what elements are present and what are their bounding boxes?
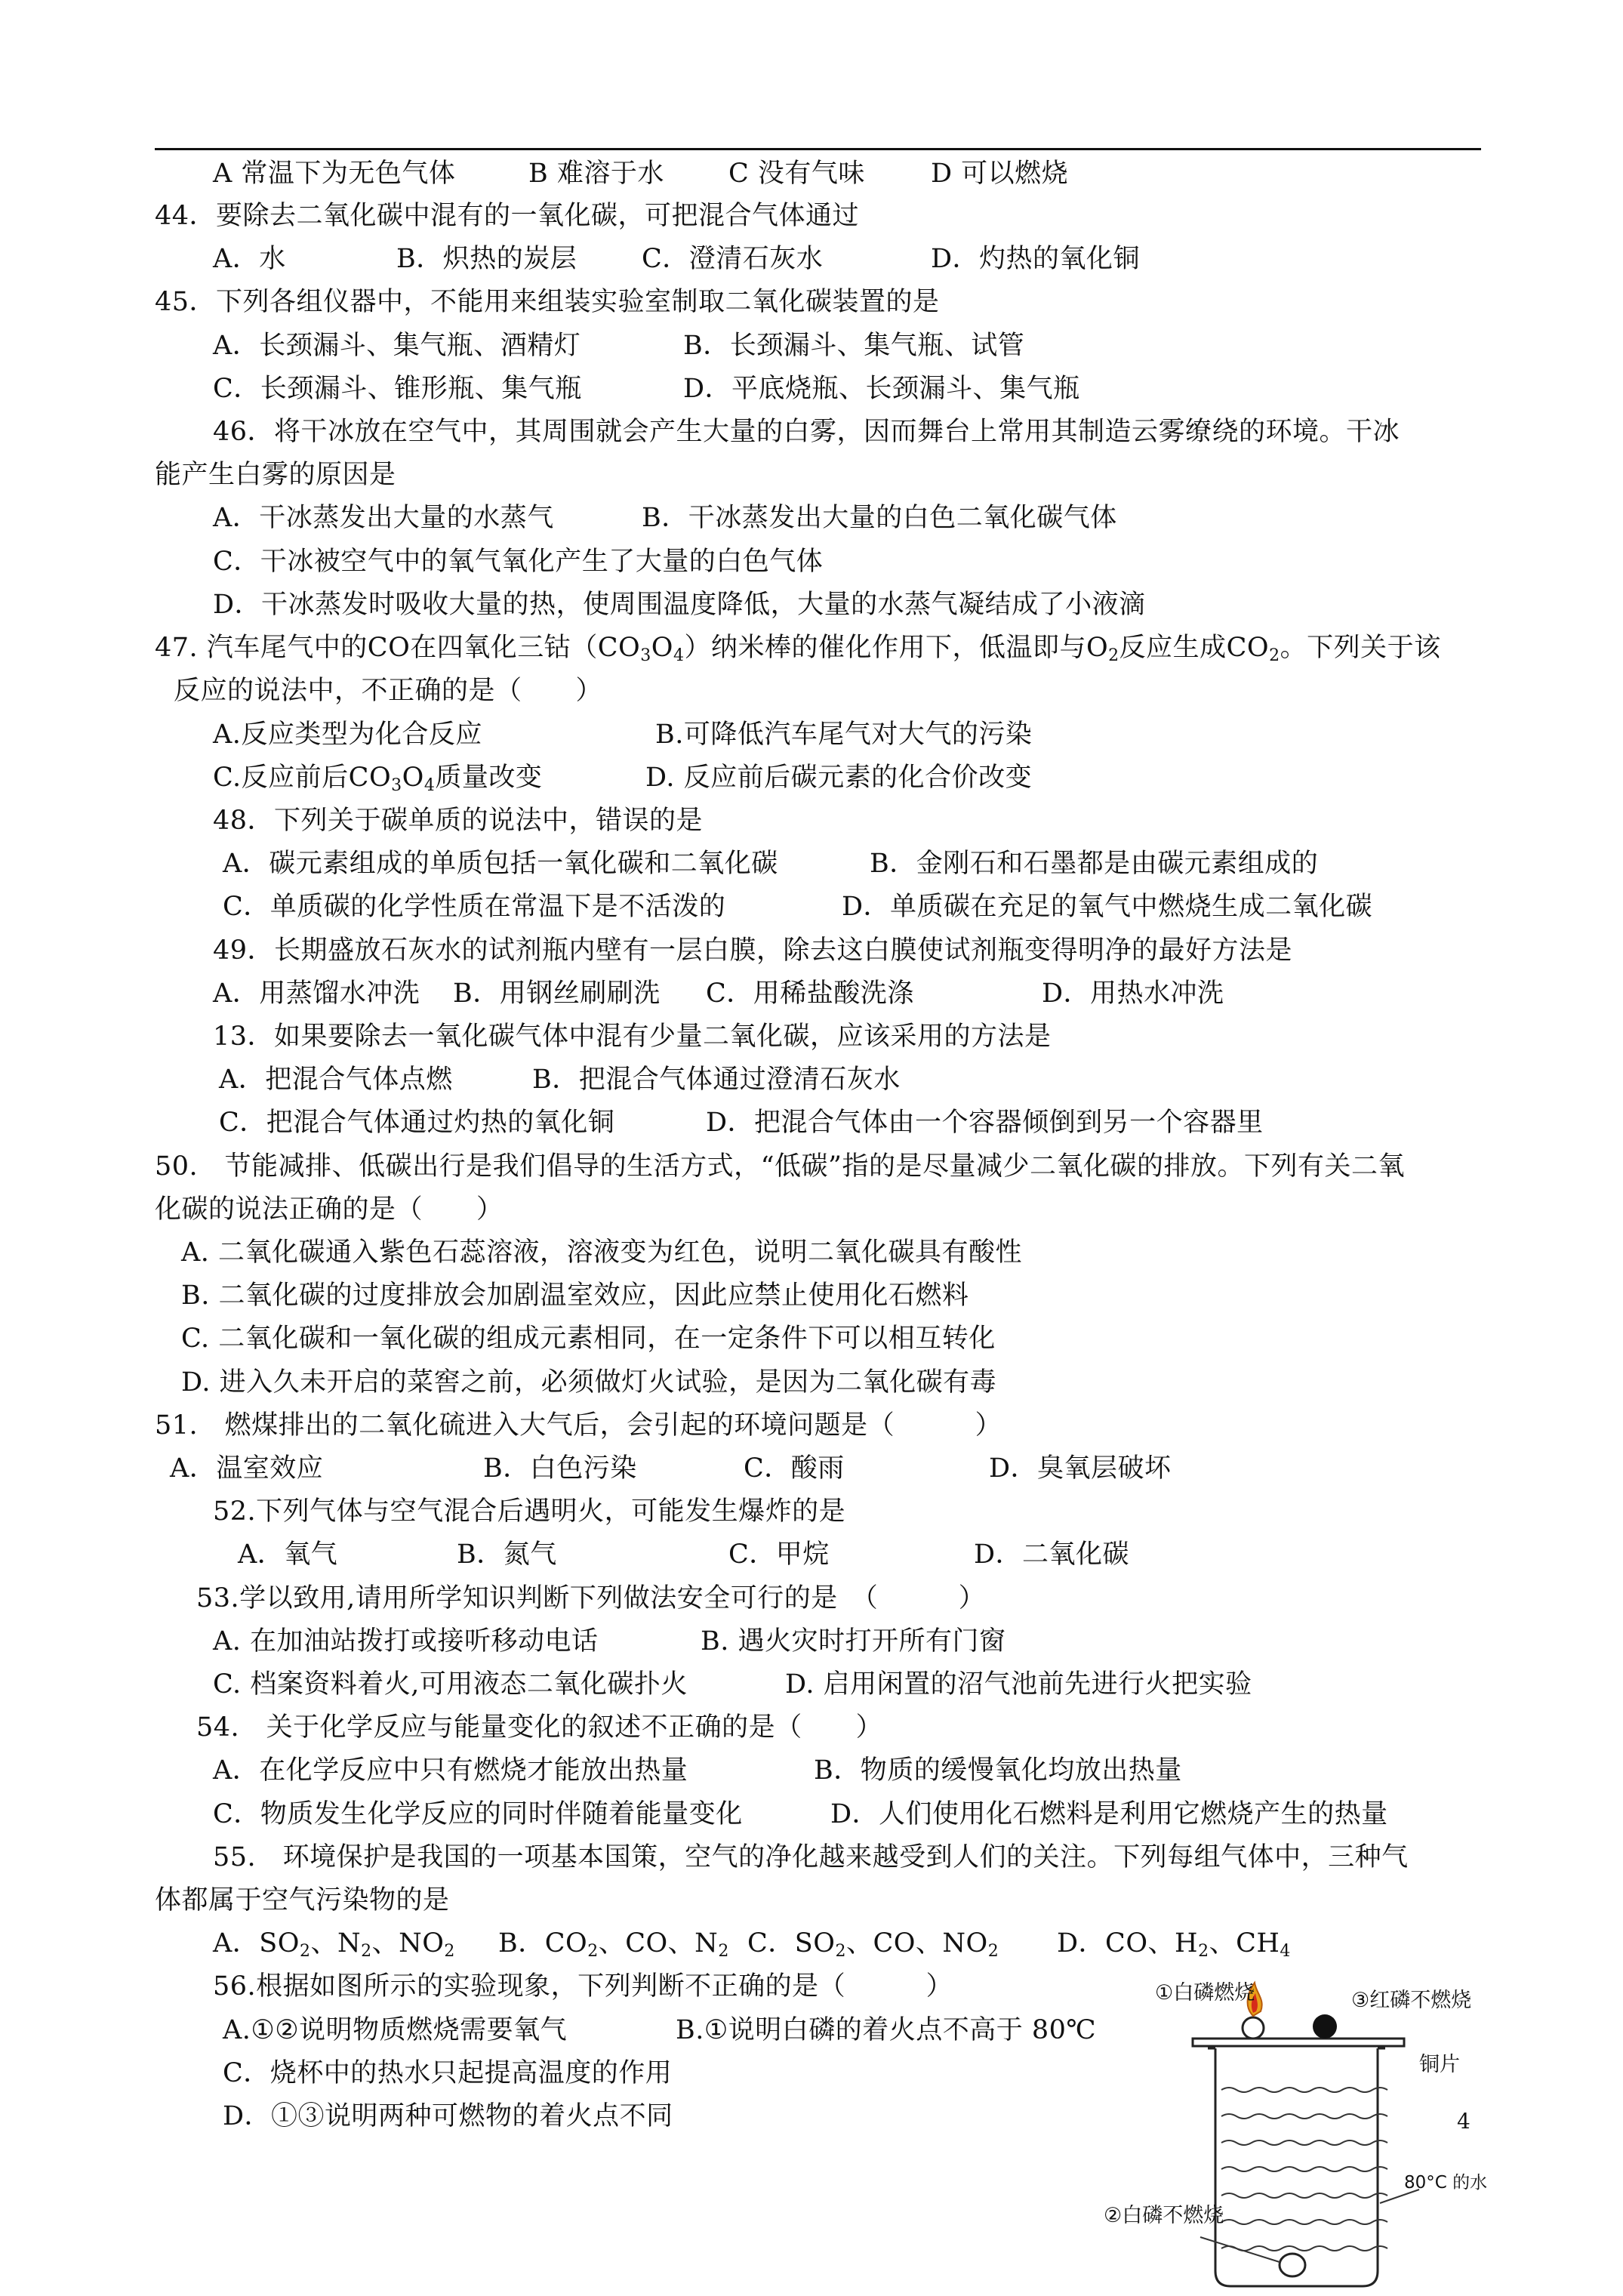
q46-stem-line2: 能产生白雾的原因是 xyxy=(155,460,396,490)
q56-option-a: A.①②说明物质燃烧需要氧气 xyxy=(223,2015,568,2045)
q54-option-c: C．物质发生化学反应的同时伴随着能量变化 xyxy=(213,1799,743,1829)
q49-option-a: A．用蒸馏水冲洗 xyxy=(213,978,420,1009)
q45-option-c: C．长颈漏斗、锥形瓶、集气瓶 xyxy=(213,374,582,404)
q45-option-d: D．平底烧瓶、长颈漏斗、集气瓶 xyxy=(683,374,1080,404)
q50-option-c: C. 二氧化碳和一氧化碳的组成元素相同，在一定条件下可以相互转化 xyxy=(181,1324,996,1354)
q51-option-b: B．白色污染 xyxy=(483,1453,637,1484)
q47-option-b: B.可降低汽车尾气对大气的污染 xyxy=(655,720,1033,750)
q55-option-c: C．$SO_2$、CO、$NO_2$ xyxy=(747,1928,999,1961)
q44-option-b: B．炽热的炭层 xyxy=(396,244,577,274)
q45-option-b: B．长颈漏斗、集气瓶、试管 xyxy=(683,331,1025,361)
q55-stem-line1: 55. 环境保护是我国的一项基本国策，空气的净化越来越受到人们的关注。下列每组气体中，三种气 xyxy=(213,1842,1409,1872)
q47-stem-line1: 47. 汽车尾气中的CO在四氧化三钴$(CO_3O_4)$纳米棒的催化作用下，低温即与$O_2$反应生成$CO_2$。下列关于该 xyxy=(155,633,1441,665)
q55-option-b: B．$CO_2$、CO、$N_2$ xyxy=(498,1928,729,1961)
q43-option-c: C 没有气味 xyxy=(728,159,865,189)
q48-stem: 48．下列关于碳单质的说法中，错误的是 xyxy=(213,806,704,836)
q50-option-b: B. 二氧化碳的过度排放会加剧温室效应，因此应禁止使用化石燃料 xyxy=(181,1281,969,1311)
q55-option-d: D．CO、$H_2$、$CH_4$ xyxy=(1057,1928,1291,1961)
submerged-phosphorus-icon xyxy=(1280,2254,1305,2276)
q48-option-a: A．碳元素组成的单质包括一氧化碳和二氧化碳 xyxy=(223,849,778,879)
q54-option-b: B．物质的缓慢氧化均放出热量 xyxy=(814,1755,1182,1786)
q44-stem: 44．要除去二氧化碳中混有的一氧化碳，可把混合气体通过 xyxy=(155,201,860,231)
q52-stem: 52.下列气体与空气混合后遇明火，可能发生爆炸的是 xyxy=(213,1496,846,1527)
q13-stem: 13．如果要除去一氧化碳气体中混有少量二氧化碳，应该采用的方法是 xyxy=(213,1022,1052,1052)
q47-option-a: A.反应类型为化合反应 xyxy=(213,720,482,750)
q50-stem-line1: 50. 节能减排、低碳出行是我们倡导的生活方式，“低碳”指的是尽量减少二氧化碳的排放。下列有关二氧 xyxy=(155,1151,1405,1182)
q56-option-d: D．①③说明两种可燃物的着火点不同 xyxy=(223,2101,673,2131)
q47-stem-line2: 反应的说法中，不正确的是（ ） xyxy=(174,676,603,706)
copper-plate-icon xyxy=(1193,2039,1404,2046)
red-phosphorus-icon xyxy=(1313,2014,1337,2039)
figure-label-5: 80°C 的水 xyxy=(1404,2173,1488,2193)
figure-label-3: 铜片 xyxy=(1419,2053,1460,2076)
q51-stem: 51. 燃煤排出的二氧化硫进入大气后，会引起的环境问题是（ ） xyxy=(155,1410,1002,1441)
q54-stem: 54. 关于化学反应与能量变化的叙述不正确的是（ ） xyxy=(196,1712,883,1743)
q43-option-a: A 常温下为无色气体 xyxy=(213,159,456,189)
figure-label-2: ③红磷不燃烧 xyxy=(1351,1989,1472,2012)
page-number: 4 xyxy=(1457,2109,1471,2134)
q48-option-d: D．单质碳在充足的氧气中燃烧生成二氧化碳 xyxy=(842,892,1373,922)
q51-option-c: C．酸雨 xyxy=(744,1453,845,1484)
q53-option-d: D. 启用闲置的沼气池前先进行火把实验 xyxy=(785,1669,1252,1700)
q53-option-b: B. 遇火灾时打开所有门窗 xyxy=(701,1626,1006,1657)
q48-option-c: C．单质碳的化学性质在常温下是不活泼的 xyxy=(223,892,726,922)
q50-option-d: D. 进入久未开启的菜窖之前，必须做灯火试验，是因为二氧化碳有毒 xyxy=(181,1367,997,1398)
q50-option-a: A. 二氧化碳通入紫色石蕊溶液，溶液变为红色，说明二氧化碳具有酸性 xyxy=(181,1237,1023,1268)
q49-option-c: C．用稀盐酸洗涤 xyxy=(706,978,914,1009)
q13-option-d: D．把混合气体由一个容器倾倒到另一个容器里 xyxy=(706,1108,1264,1138)
q44-option-c: C．澄清石灰水 xyxy=(642,244,824,274)
q44-option-a: A．水 xyxy=(213,244,286,274)
q53-option-c: C. 档案资料着火,可用液态二氧化碳扑火 xyxy=(213,1669,688,1700)
q46-option-c: C．干冰被空气中的氧气氧化产生了大量的白色气体 xyxy=(213,547,824,577)
header-rule xyxy=(155,148,1481,150)
q47-option-c: C.反应前后$CO_3O_4$质量改变 xyxy=(213,763,543,795)
q44-option-d: D．灼热的氧化铜 xyxy=(931,244,1141,274)
q51-option-a: A．温室效应 xyxy=(170,1453,324,1484)
experiment-figure xyxy=(1102,1977,1495,2294)
figure-label-4: ②白磷不燃烧 xyxy=(1104,2204,1224,2227)
q53-option-a: A. 在加油站拨打或接听移动电话 xyxy=(213,1626,599,1657)
q43-option-b: B 难溶于水 xyxy=(528,159,664,189)
q45-option-a: A．长颈漏斗、集气瓶、酒精灯 xyxy=(213,331,581,361)
q46-option-a: A．干冰蒸发出大量的水蒸气 xyxy=(213,503,554,533)
q46-stem-line1: 46．将干冰放在空气中，其周围就会产生大量的白雾，因而舞台上常用其制造云雾缭绕的环境。干冰 xyxy=(213,417,1400,447)
q49-option-b: B．用钢丝刷刷洗 xyxy=(453,978,661,1009)
q55-option-a: A．$SO_2$、$N_2$、$NO_2$ xyxy=(213,1928,455,1961)
q50-stem-line2: 化碳的说法正确的是（ ） xyxy=(155,1194,504,1225)
q13-option-c: C．把混合气体通过灼热的氧化铜 xyxy=(219,1108,615,1138)
q49-stem: 49．长期盛放石灰水的试剂瓶内壁有一层白膜，除去这白膜使试剂瓶变得明净的最好方法是 xyxy=(213,935,1293,966)
q46-option-b: B．干冰蒸发出大量的白色二氧化碳气体 xyxy=(642,503,1117,533)
q51-option-d: D．臭氧层破坏 xyxy=(989,1453,1172,1484)
q54-option-a: A．在化学反应中只有燃烧才能放出热量 xyxy=(213,1755,688,1786)
q45-stem: 45．下列各组仪器中，不能用来组装实验室制取二氧化碳装置的是 xyxy=(155,287,940,317)
q48-option-b: B．金刚石和石墨都是由碳元素组成的 xyxy=(870,849,1319,879)
q52-option-d: D．二氧化碳 xyxy=(974,1539,1130,1570)
q43-option-d: D 可以燃烧 xyxy=(931,159,1069,189)
q54-option-d: D．人们使用化石燃料是利用它燃烧产生的热量 xyxy=(830,1799,1388,1829)
q52-option-a: A．氧气 xyxy=(238,1539,338,1570)
water-icon xyxy=(1221,2088,1387,2251)
q55-stem-line2: 体都属于空气污染物的是 xyxy=(155,1885,450,1915)
q47-option-d: D. 反应前后碳元素的化合价改变 xyxy=(645,763,1033,793)
q52-option-b: B．氮气 xyxy=(457,1539,557,1570)
q13-option-a: A．把混合气体点燃 xyxy=(219,1065,453,1095)
white-phosphorus-icon xyxy=(1243,2017,1264,2039)
figure-label-1: ①白磷燃烧 xyxy=(1155,1981,1255,2005)
q52-option-c: C．甲烷 xyxy=(728,1539,830,1570)
q46-option-d: D．干冰蒸发时吸收大量的热，使周围温度降低，大量的水蒸气凝结成了小液滴 xyxy=(213,590,1146,620)
q13-option-b: B．把混合气体通过澄清石灰水 xyxy=(532,1065,901,1095)
q53-stem: 53.学以致用,请用所学知识判断下列做法安全可行的是 （ ） xyxy=(196,1583,986,1613)
q49-option-d: D．用热水冲洗 xyxy=(1042,978,1224,1009)
q56-stem: 56.根据如图所示的实验现象，下列判断不正确的是（ ） xyxy=(213,1971,953,2002)
q56-option-b: B.①说明白磷的着火点不高于 80℃ xyxy=(676,2015,1097,2045)
q56-option-c: C．烧杯中的热水只起提高温度的作用 xyxy=(223,2058,673,2088)
